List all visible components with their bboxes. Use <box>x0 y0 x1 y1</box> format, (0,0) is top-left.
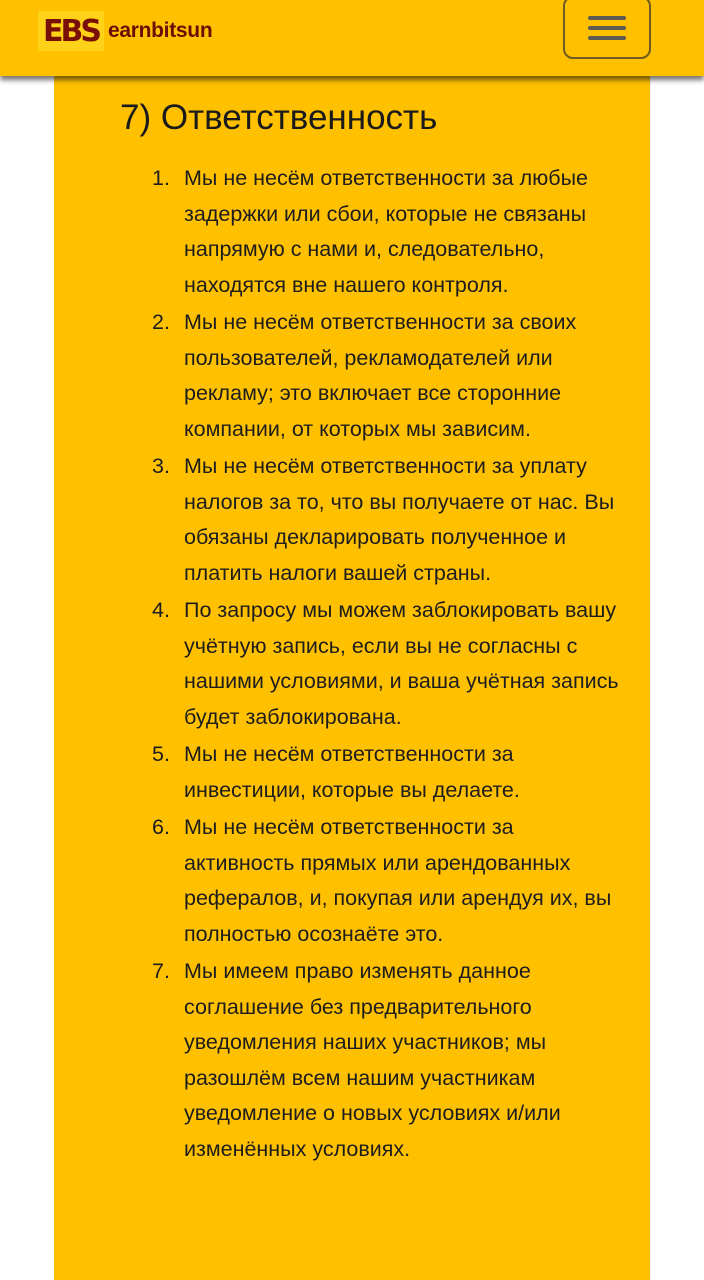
list-item <box>120 161 630 303</box>
hamburger-menu-icon <box>588 26 626 30</box>
logo-mark: EBS <box>38 11 104 51</box>
item-number: 1. <box>152 166 170 190</box>
item-number: 5. <box>152 742 170 766</box>
page-margin-right <box>650 76 677 1280</box>
item-text: Мы не несём ответственности за инвестиции, которые вы делаете. <box>184 742 520 802</box>
list-item <box>120 305 630 447</box>
item-text: Мы не несём ответственности за любые задержки или сбои, которые не связаны напрямую с нами и, следовательно, находятся вне нашего контроля. <box>184 166 588 297</box>
item-text: Мы не несём ответственности за активность прямых или арендованных рефералов, и, покупая или арендуя их, вы полностью осознаёте это. <box>184 815 612 946</box>
brand-name: earnbitsun <box>108 19 213 42</box>
item-text: Мы не несём ответственности за уплату налогов за то, что вы получаете от нас. Вы обязаны декларировать полученное и платить налоги вашей страны. <box>184 454 615 585</box>
item-text: По запросу мы можем заблокировать вашу учётную запись, если вы не согласны с нашими условиями, и ваша учётная запись будет заблокирована. <box>184 598 619 729</box>
list-item <box>120 810 630 952</box>
item-text: Мы имеем право изменять данное соглашение без предварительного уведомления наших участников; мы разошлём всем нашим участникам уведомление о новых условиях и/или изменённых условиях. <box>184 959 561 1161</box>
item-text: Мы не несём ответственности за своих пользователей, рекламодателей или рекламу; это включает все сторонние компании, от которых мы зависим. <box>184 310 577 441</box>
item-number: 7. <box>152 959 170 983</box>
terms-list <box>120 161 630 1169</box>
hamburger-menu-icon <box>588 16 626 20</box>
list-item <box>120 593 630 735</box>
brand-logo-link[interactable] <box>38 10 212 52</box>
list-item <box>120 449 630 591</box>
item-number: 4. <box>152 598 170 622</box>
hamburger-menu-icon <box>588 36 626 40</box>
list-item <box>120 954 630 1167</box>
item-number: 3. <box>152 454 170 478</box>
hamburger-menu-button[interactable] <box>563 0 651 59</box>
item-number: 2. <box>152 310 170 334</box>
top-navbar <box>0 0 704 76</box>
section-title: 7) Ответственность <box>120 98 438 137</box>
item-number: 6. <box>152 815 170 839</box>
page-margin-left <box>28 76 55 1280</box>
list-item <box>120 737 630 808</box>
